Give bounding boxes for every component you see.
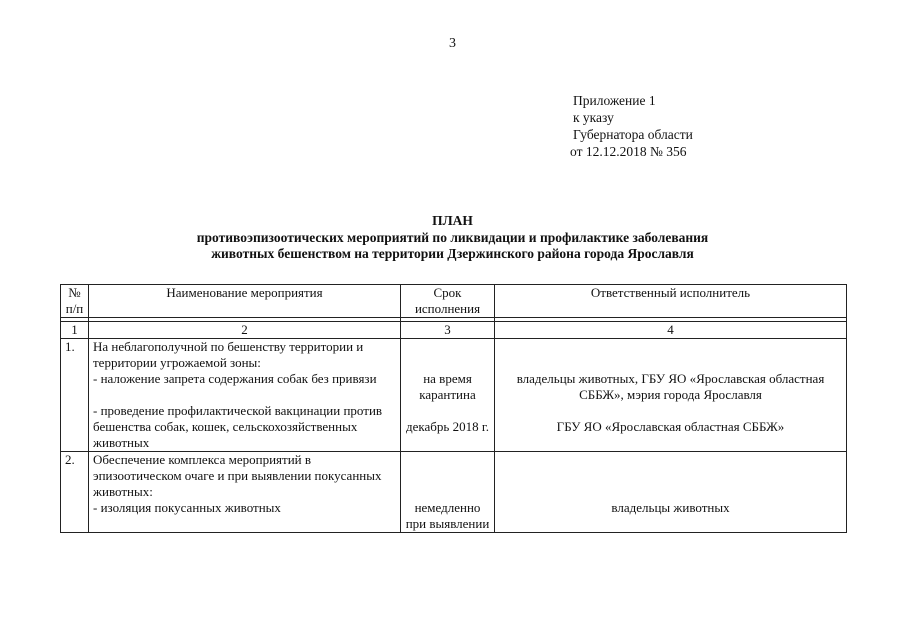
title-line-3: животных бешенством на территории Дзержинского района города Ярославля (211, 246, 694, 261)
table-index-row (61, 322, 847, 339)
header-num: № п/п (61, 285, 89, 318)
table-row (61, 452, 847, 533)
title-line-2: противоэпизоотических мероприятий по ликвидации и профилактике заболевания (196, 229, 709, 245)
row-item-term: немедленно при выявлении (405, 500, 490, 531)
row-item-name: - изоляция покусанных животных (93, 500, 281, 515)
table-row (61, 339, 847, 452)
title-line-1: ПЛАН (432, 213, 473, 228)
row-item-name: - проведение профилактической вакцинации против бешенства собак, кошек, сельскохозяйственных животных (93, 403, 383, 450)
header-term: Срок исполнения (401, 285, 495, 318)
table-header-row (61, 285, 847, 318)
row-item-term: на время карантина (419, 371, 476, 402)
row-term-cell (401, 452, 495, 533)
row-name-cell (89, 452, 401, 533)
header-executor: Ответственный исполнитель (495, 285, 847, 318)
row-number: 1. (61, 339, 89, 452)
appendix-line: Губернатора области (573, 127, 693, 142)
page-number: 3 (449, 36, 456, 51)
row-number: 2. (61, 452, 89, 533)
index-cell: 3 (401, 322, 495, 339)
row-item-name: - наложение запрета содержания собак без привязи (93, 371, 377, 386)
appendix-line: к указу (573, 110, 614, 125)
appendix-line: Приложение 1 (573, 93, 656, 108)
row-executor-cell (495, 452, 847, 533)
index-cell: 1 (61, 322, 89, 339)
appendix-line: от 12.12.2018 № 356 (570, 144, 687, 159)
index-cell: 4 (495, 322, 847, 339)
row-term-cell (401, 339, 495, 452)
row-item-term: декабрь 2018 г. (406, 419, 489, 434)
row-executor-cell (495, 339, 847, 452)
document-title (0, 213, 905, 263)
row-intro: На неблагополучной по бешенству территории и территории угрожаемой зоны: (93, 339, 364, 370)
row-intro: Обеспечение комплекса мероприятий в эпизоотическом очаге и при выявлении покусанных животных: (93, 452, 382, 499)
row-item-executor: ГБУ ЯО «Ярославская областная СББЖ» (556, 419, 785, 434)
row-item-executor: владельцы животных, ГБУ ЯО «Ярославская областная СББЖ», мэрия города Ярославля (516, 371, 825, 402)
row-item-executor: владельцы животных (611, 500, 730, 515)
plan-table (60, 284, 847, 533)
header-name: Наименование мероприятия (89, 285, 401, 318)
row-name-cell (89, 339, 401, 452)
index-cell: 2 (89, 322, 401, 339)
appendix-block (570, 92, 693, 160)
